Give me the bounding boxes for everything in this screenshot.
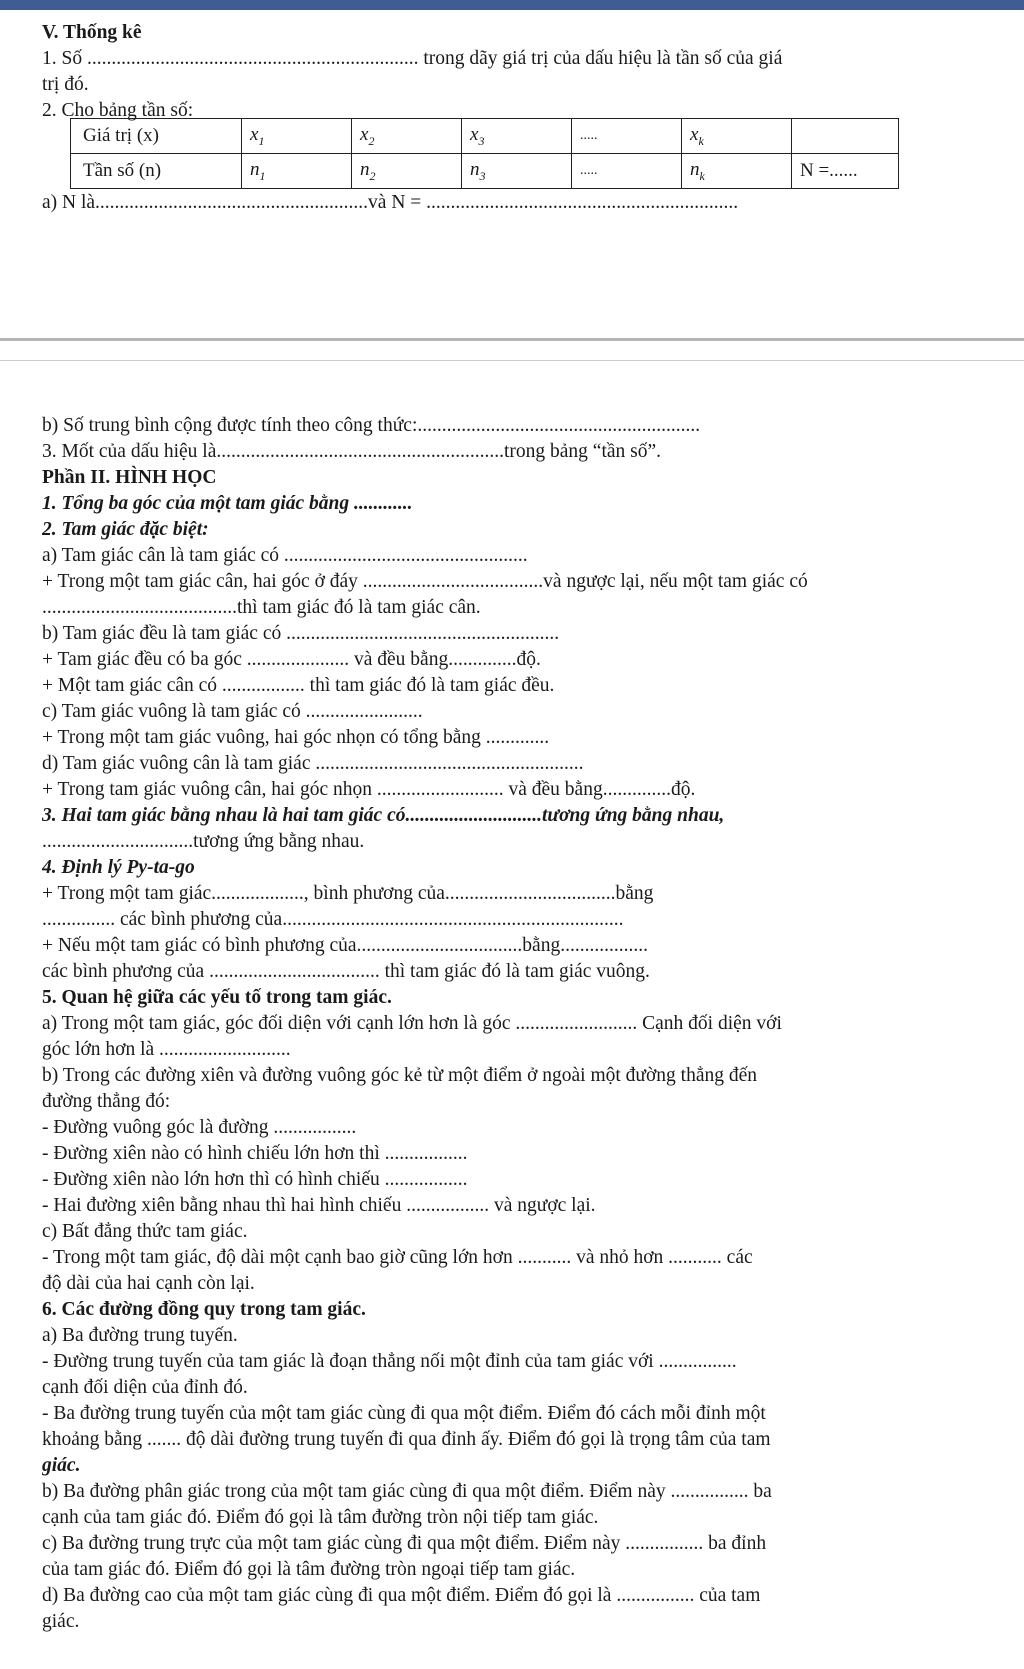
- text-line: c) Ba đường trung trực của một tam giác cùng đi qua một điểm. Điểm này ................ ba đỉnh: [42, 1533, 767, 1554]
- table-row: [71, 119, 899, 154]
- frequency-table-wrap: [42, 118, 982, 189]
- text-line: 2. Tam giác đặc biệt:: [42, 519, 209, 540]
- text-line: - Đường xiên nào lớn hơn thì có hình chiếu .................: [42, 1169, 468, 1190]
- text-line: + Trong một tam giác vuông, hai góc nhọn có tổng bằng .............: [42, 727, 550, 748]
- frequency-table: [70, 118, 899, 189]
- text-line: 4. Định lý Py-ta-go: [42, 857, 195, 878]
- table-cell: $x_2$: [352, 119, 462, 154]
- text-line: a) N là........................................................và N = ................................................................: [42, 192, 739, 213]
- table-cell: $x_1$: [242, 119, 352, 154]
- text-line: 1. Tổng ba góc của một tam giác bằng ............: [42, 493, 413, 514]
- text-line: a) Trong một tam giác, góc đối diện với cạnh lớn hơn là góc ......................... Cạnh đối diện với: [42, 1013, 782, 1034]
- text-line: c) Bất đẳng thức tam giác.: [42, 1221, 248, 1242]
- text-line: trị đó.: [42, 74, 89, 95]
- text-line: a) Tam giác cân là tam giác có ..................................................: [42, 545, 528, 566]
- text-line: giác.: [42, 1611, 80, 1632]
- text-line: cạnh đối diện của đỉnh đó.: [42, 1377, 248, 1398]
- text-line: V. Thống kê: [42, 22, 142, 43]
- text-line: 3. Mốt của dấu hiệu là...........................................................trong bảng “tần số”.: [42, 441, 662, 462]
- text-line: - Đường trung tuyến của tam giác là đoạn thẳng nối một đỉnh của tam giác với ................: [42, 1351, 737, 1372]
- text-line: đường thẳng đó:: [42, 1091, 171, 1112]
- text-line: - Đường vuông góc là đường .................: [42, 1117, 357, 1138]
- text-line: giác.: [42, 1455, 81, 1476]
- text-line: - Đường xiên nào có hình chiếu lớn hơn thì .................: [42, 1143, 468, 1164]
- text-line: 6. Các đường đồng quy trong tam giác.: [42, 1299, 366, 1320]
- table-row: [71, 154, 899, 189]
- text-line: của tam giác đó. Điểm đó gọi là tâm đường tròn ngoại tiếp tam giác.: [42, 1559, 576, 1580]
- text-line: + Một tam giác cân có ................. thì tam giác đó là tam giác đều.: [42, 675, 555, 696]
- text-line: Phần II. HÌNH HỌC: [42, 467, 217, 488]
- text-line: - Hai đường xiên bằng nhau thì hai hình chiếu ................. và ngược lại.: [42, 1195, 596, 1216]
- table-cell: .....: [572, 154, 682, 189]
- geometry-section: [42, 413, 982, 1635]
- text-line: cạnh của tam giác đó. Điểm đó gọi là tâm đường tròn nội tiếp tam giác.: [42, 1507, 599, 1528]
- text-line: độ dài của hai cạnh còn lại.: [42, 1273, 255, 1294]
- divider: [0, 338, 1024, 341]
- text-line: + Trong một tam giác cân, hai góc ở đáy .....................................và ngược lại, nếu một tam giác có: [42, 571, 808, 592]
- table-row-label: Tần số (n): [71, 154, 242, 189]
- text-line: 2. Cho bảng tần số:: [42, 100, 194, 121]
- text-line: + Trong tam giác vuông cân, hai góc nhọn .......................... và đều bằng..............độ.: [42, 779, 696, 800]
- n-definition: [42, 190, 982, 216]
- top-color-bar: [0, 0, 1024, 12]
- text-line: b) Số trung bình cộng được tính theo công thức:..........................................................: [42, 415, 701, 436]
- divider: [0, 360, 1024, 361]
- table-cell: $n_3$: [462, 154, 572, 189]
- text-line: các bình phương của ................................... thì tam giác đó là tam giác vuông.: [42, 961, 650, 982]
- table-cell: $x_3$: [462, 119, 572, 154]
- table-cell: .....: [572, 119, 682, 154]
- text-line: góc lớn hơn là ...........................: [42, 1039, 291, 1060]
- text-line: a) Ba đường trung tuyến.: [42, 1325, 238, 1346]
- table-cell: $x_k$: [682, 119, 792, 154]
- statistics-section-top: [42, 20, 982, 124]
- text-line: - Ba đường trung tuyến của một tam giác cùng đi qua một điểm. Điểm đó cách mỗi đỉnh một: [42, 1403, 766, 1424]
- text-line: 3. Hai tam giác bằng nhau là hai tam giác có............................tương ứng bằng nhau,: [42, 805, 725, 826]
- text-line: c) Tam giác vuông là tam giác có ........................: [42, 701, 423, 722]
- text-line: + Nếu một tam giác có bình phương của..................................bằng..................: [42, 935, 648, 956]
- text-line: - Trong một tam giác, độ dài một cạnh bao giờ cũng lớn hơn ........... và nhỏ hơn ........... các: [42, 1247, 753, 1268]
- text-line: b) Ba đường phân giác trong của một tam giác cùng đi qua một điểm. Điểm này ................ ba: [42, 1481, 772, 1502]
- table-cell: [792, 119, 899, 154]
- text-line: d) Tam giác vuông cân là tam giác .......................................................: [42, 753, 584, 774]
- text-line: 5. Quan hệ giữa các yếu tố trong tam giác.: [42, 987, 392, 1008]
- text-line: + Tam giác đều có ba góc ..................... và đều bằng..............độ.: [42, 649, 541, 670]
- text-line: b) Tam giác đều là tam giác có ........................................................: [42, 623, 560, 644]
- text-line: 1. Số .................................................................... trong dãy giá trị của dấu hiệu là tần số của giá: [42, 48, 783, 69]
- table-cell: $n_1$: [242, 154, 352, 189]
- table-cell-total: N =......: [792, 154, 899, 189]
- text-line: b) Trong các đường xiên và đường vuông góc kẻ từ một điểm ở ngoài một đường thẳng đến: [42, 1065, 758, 1086]
- table-cell: $n_k$: [682, 154, 792, 189]
- text-line: ............... các bình phương của......................................................................: [42, 909, 624, 930]
- text-line: d) Ba đường cao của một tam giác cùng đi qua một điểm. Điểm đó gọi là ................ của tam: [42, 1585, 761, 1606]
- text-line: + Trong một tam giác..................., bình phương của...................................bằng: [42, 883, 654, 904]
- table-row-label: Giá trị (x): [71, 119, 242, 154]
- text-line: ........................................thì tam giác đó là tam giác cân.: [42, 597, 481, 618]
- text-line: ...............................tương ứng bằng nhau.: [42, 831, 365, 852]
- table-cell: $n_2$: [352, 154, 462, 189]
- text-line: khoảng bằng ....... độ dài đường trung tuyến đi qua đỉnh ấy. Điểm đó gọi là trọng tâm của tam: [42, 1429, 771, 1450]
